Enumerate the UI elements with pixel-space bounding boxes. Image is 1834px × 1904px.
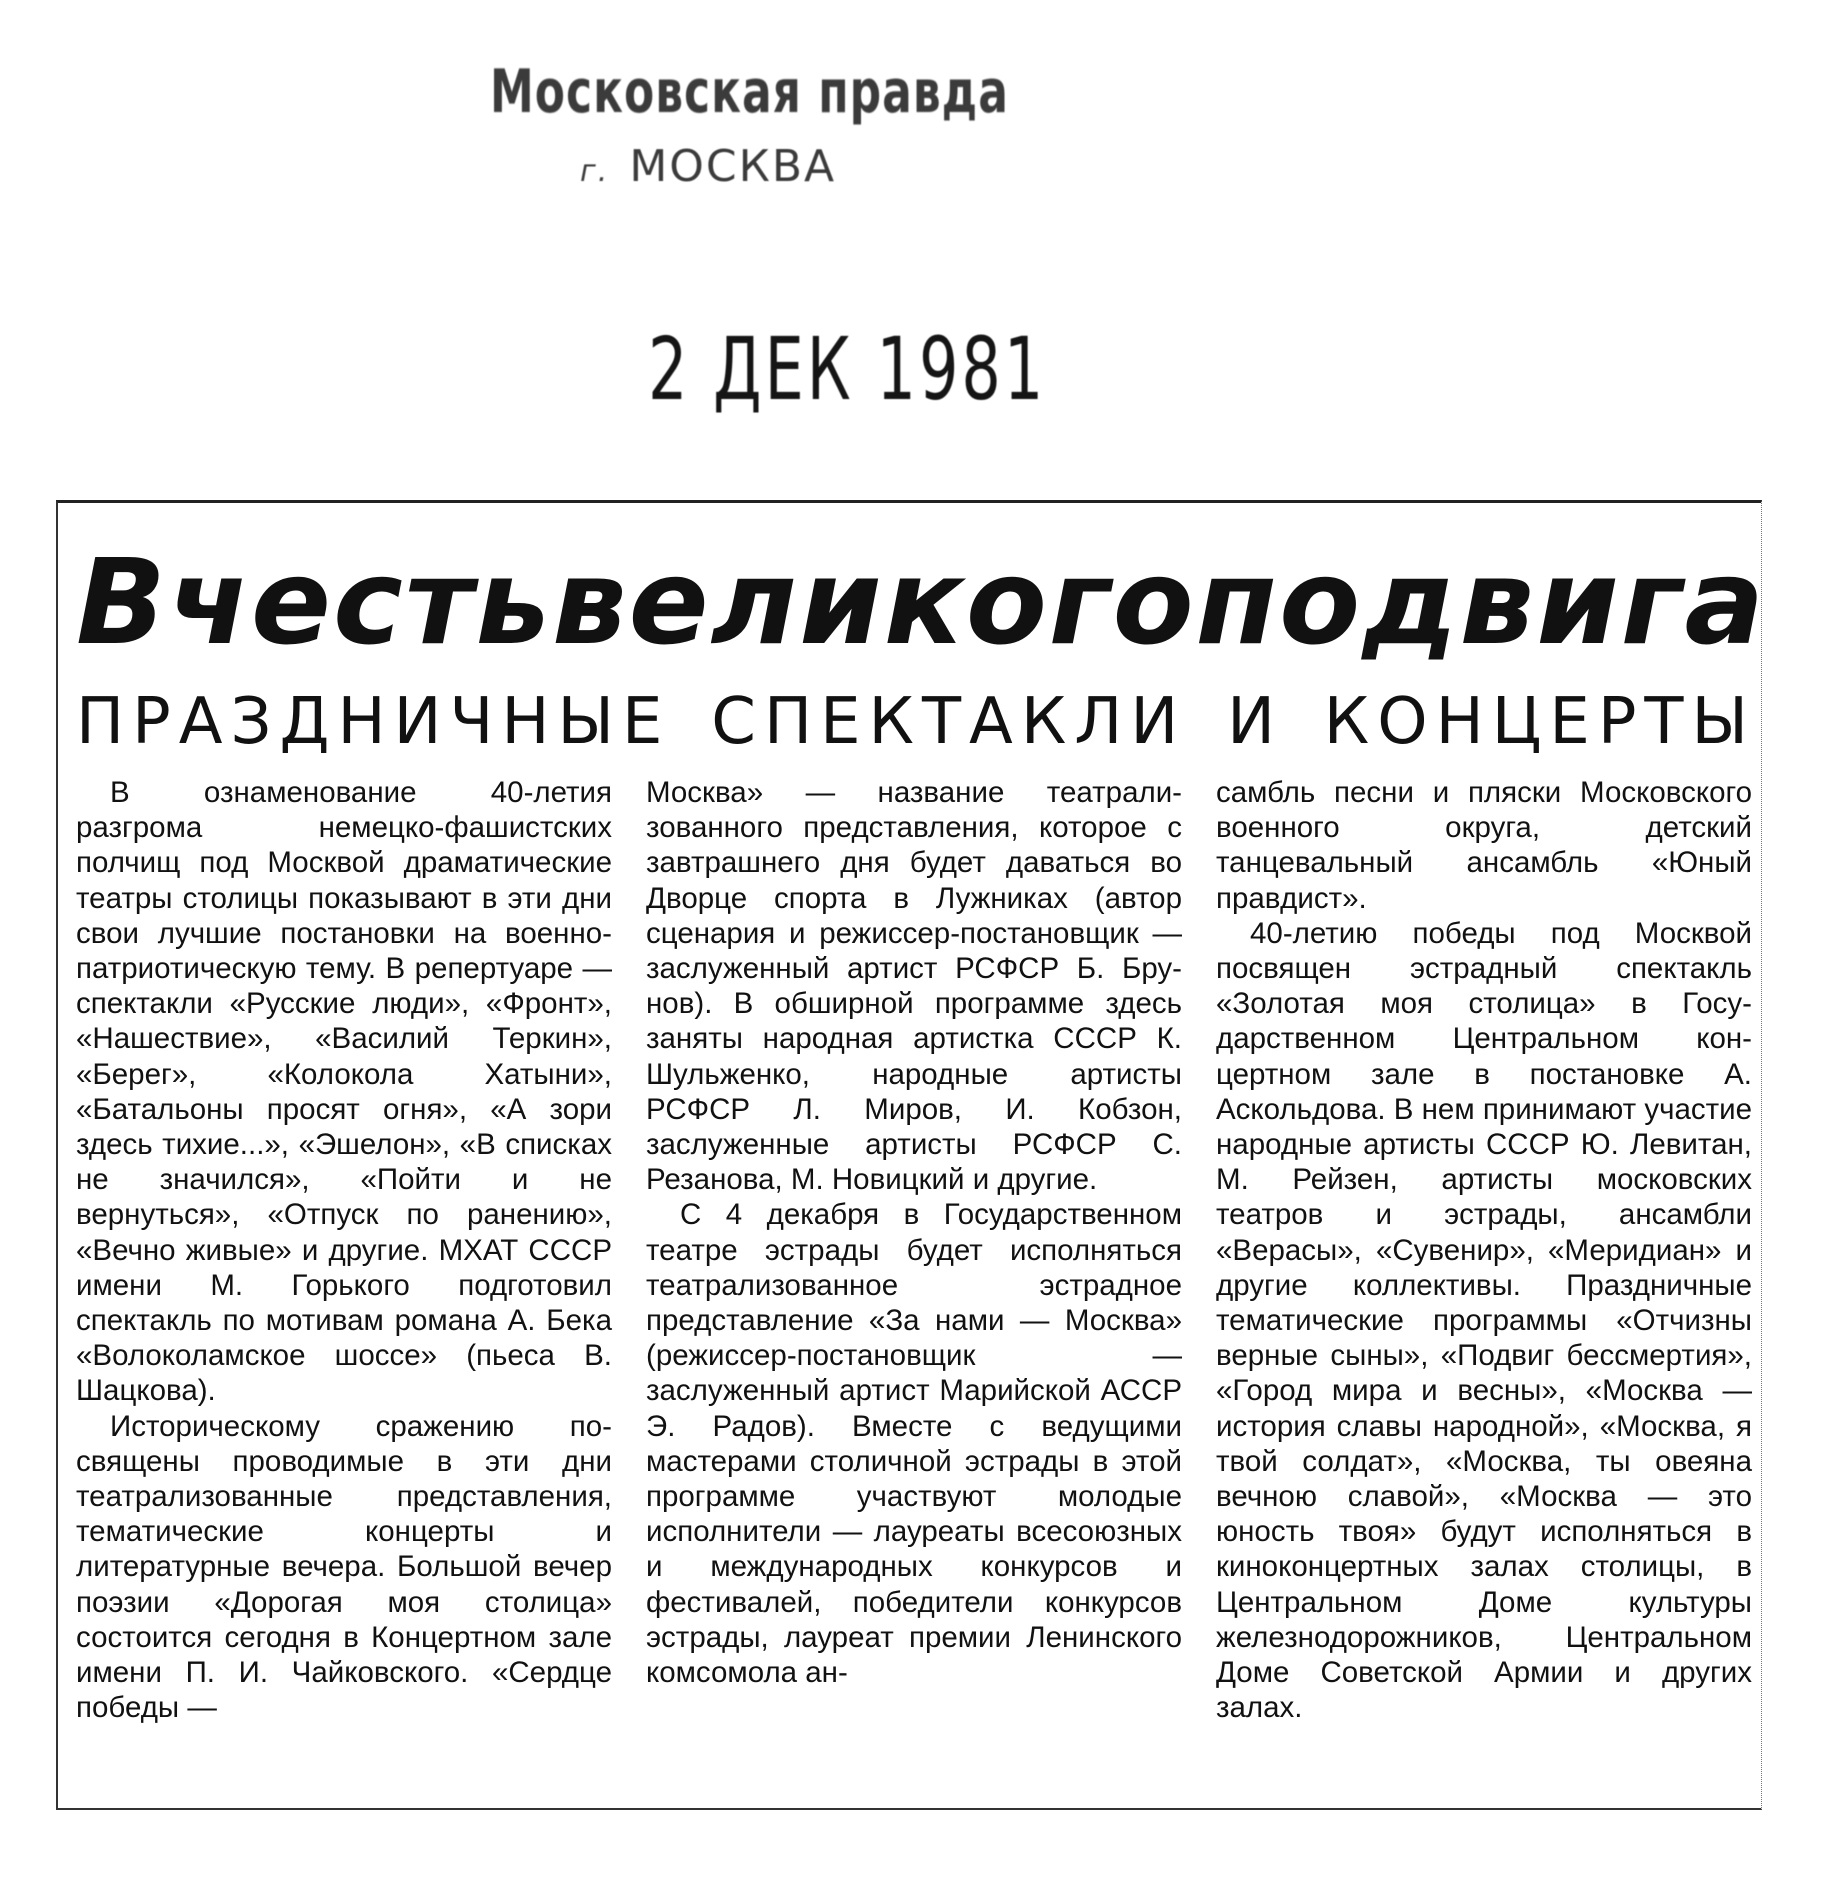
article-headline [76,533,1767,671]
column-3 [1216,775,1752,1795]
headline-word: подвига [1195,533,1767,671]
column-2 [646,775,1182,1795]
paragraph: Историческому сражению посвящены проводимые в эти дни театрализованные представления, тематические концерты и литературные вечера. Большой вечер поэзии «Дорогая моя столица» состоится сегодня в Концертном зале имени П. И. Чайковского. «Сердце победы — [76,1409,612,1725]
stamp-city-line [580,141,1010,192]
subheadline-word: СПЕКТАКЛИ [711,685,1187,759]
headline-word: великого [551,533,1196,671]
article-subheadline [76,687,1756,757]
newspaper-clipping [56,500,1767,1810]
subheadline-word: ПРАЗДНИЧНЫЕ [76,685,671,759]
article-body [76,775,1752,1795]
stamp-city: МОСКВА [629,141,837,192]
paragraph: В ознаменование 40-летия разгрома немецко-фашистских полчищ под Москвой драматические театры столицы показывают в эти дни свои лучшие постановки на военно-патриотическую тему. В репертуаре — спектакли «Русские люди», «Фронт», «Нашествие», «Василий Теркин», «Берег», «Колокола Хатыни», «Батальоны просят огня», «А зори здесь тихие...», «Эшелон», «В списках не значился», «Пойти и не вернуться», «Отпуск по ранению», «Вечно живые» и другие. МХАТ СССР имени М. Горького подготовил спектакль по мотивам романа А. Бека «Волоколамское шоссе» (пьеса В. Шацкова). [76,776,612,1408]
paragraph: самбль песни и пляски Московского военного округа, детский танцевальный ансамбль «Юный правдист». [1216,776,1752,915]
date-stamp: 2 ДЕК 1981 [648,318,1047,421]
column-1 [76,775,612,1795]
paragraph: С 4 декабря в Государственном театре эстрады будет исполняться театрализованное эстрадное представление «За нами — Москва» (режиссер-постановщик — заслуженный артист Марийской АССР Э. Радов). Вместе с ведущими мастерами столичной эстрады в этой программе участвуют молодые исполнители — лауреаты всесоюзных и международных конкурсов и фестивалей, победители конкурсов эстрады, лауреат премии Ленинского комсомола ан- [646,1198,1182,1690]
headline-word: В [76,533,168,671]
headline-word: честь [167,533,552,671]
subheadline-word: И [1227,685,1283,759]
newspaper-stamp [490,58,1010,192]
stamp-newspaper-name: Московская правда [490,58,1009,127]
stamp-city-prefix: г. [580,154,610,189]
subheadline-word: КОНЦЕРТЫ [1323,685,1756,759]
paragraph: Москва» — название театрализованного представления, которое с завтрашнего дня будет даваться во Дворце спорта в Лужниках (автор сценария и режиссер-постановщик — заслуженный артист РСФСР Б. Брунов). В обширной программе здесь заняты народная артистка СССР К. Шульженко, народные артисты РСФСР Л. Миров, И. Кобзон, заслуженные артисты РСФСР С. Резанова, М. Новицкий и другие. [646,776,1182,1197]
paragraph: 40-летию победы под Москвой посвящен эстрадный спектакль «Золотая моя столица» в Государственном Центральном концертном зале в постановке А. Аскольдова. В нем принимают участие народные артисты СССР Ю. Левитан, М. Рейзен, артисты московских театров и эстрады, ансамбли «Верасы», «Сувенир», «Меридиан» и другие коллективы. Праздничные тематические программы «Отчизны верные сыны», «Подвиг бессмертия», «Город мира и весны», «Москва — история славы народной», «Москва, я твой солдат», «Москва, ты овеяна вечною славой», «Москва — это юность твоя» будут исполняться в киноконцертных залах столицы, в Центральном Доме культуры железнодорожников, Центральном Доме Советской Армии и других залах. [1216,916,1752,1725]
